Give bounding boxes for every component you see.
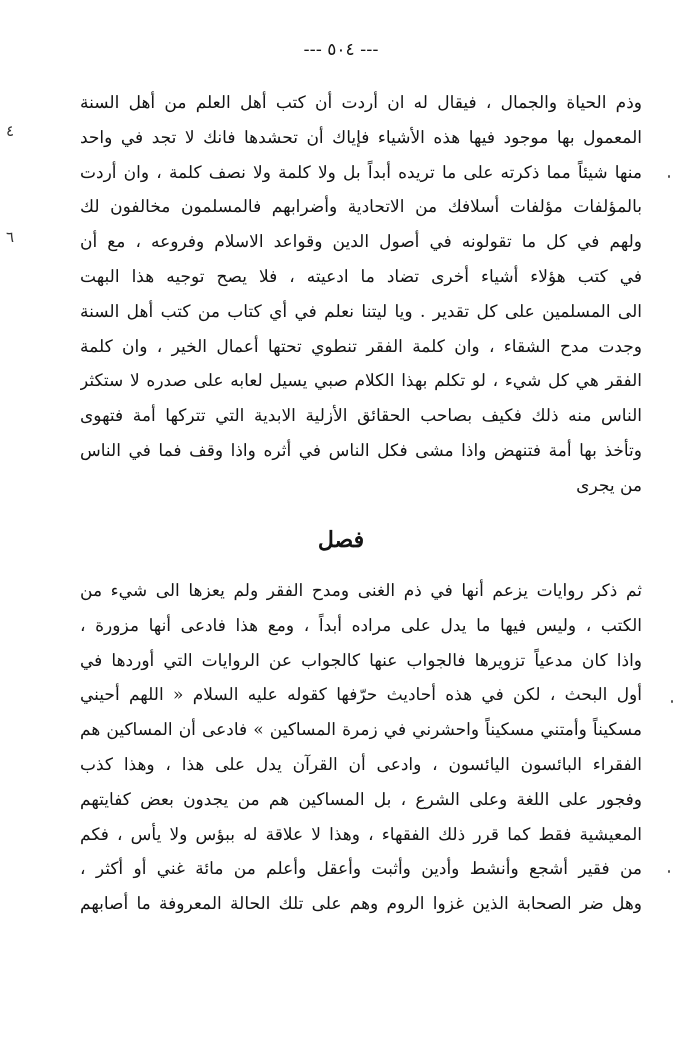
text-line: الفقراء البائسون اليائسون ، وادعى أن القرآن يدل على هذا ، وهذا كذب	[80, 754, 642, 775]
text-line: واذا كان مدعياً تزويرها فالجواب عنها كالجواب عن الروايات التي أوردها في	[80, 650, 642, 671]
text-line: الكتب ، وليس فيها ما يدل على مراده أبداً ، ومع هذا فادعى أنها مزورة ،	[80, 615, 642, 636]
text-line: وهل ضر الصحابة الذين غزوا الروم وهم على تلك الحالة المعروفة ما أصابهم	[80, 894, 642, 915]
text-line: منها شيئاً مما ذكرته على ما تريده أبداً بل ولا كلمة ولا نصف كلمة ، وان أردت	[80, 162, 642, 183]
text-line: وجدت مدح الشقاء ، وان كلمة الفقر تنطوي تحتها أعمال الخير ، وان كلمة	[80, 336, 642, 357]
text-line: وفجور على اللغة وعلى الشرع ، بل المساكين هم من يجدون بعض كفايتهم	[80, 789, 642, 810]
text-line: وتأخذ بها أمة فتنهض واذا مشى فكل الناس في أثره واذا وقف فما في الناس	[80, 440, 642, 461]
scan-speck	[668, 870, 670, 873]
text-line: ولهم في كل ما تقولونه في أصول الدين وقواعد الاسلام وفروعه ، مع أن	[80, 232, 642, 253]
text-line: مسكيناً وأمتني مسكيناً واحشرني في زمرة المساكين » فادعى أن المساكين هم	[80, 720, 642, 741]
paragraph-2	[80, 574, 642, 922]
section-heading: فصل	[317, 527, 365, 553]
scan-speck	[671, 700, 673, 703]
text-line: الفقر هي كل شيء ، لو تكلم بهذا الكلام صبي يسيل لعابه على صدره لا ستكثر	[80, 371, 642, 392]
text-line: الى المسلمين على كل تقدير . ويا ليتنا نعلم في أي كتاب من كتب أهل السنة	[80, 301, 642, 322]
scan-speck	[668, 175, 670, 178]
text-line: من فقير أشجع وأنشط وأدين وأثبت وأعقل وأعلم من مائة غني أو أكثر ،	[80, 859, 642, 880]
margin-note: ٦	[6, 228, 15, 246]
text-line: في كتب هؤلاء أشياء أخرى تضاد ما ادعيته ، فلا يصح توجيه هذا البهت	[80, 266, 642, 287]
margin-note: ٤	[6, 122, 15, 140]
text-line: المعيشية فقط كما قرر ذلك الفقهاء ، وهذا لا علاقة له ببؤس ولا يأس ، فكم	[80, 824, 642, 845]
text-line: وذم الحياة والجمال ، فيقال له ان أردت أن كتب أهل العلم من أهل السنة	[80, 93, 642, 113]
text-line: ثم ذكر روايات يزعم أنها في ذم الغنى ومدح الفقر ولم يعزها الى شيء من	[80, 581, 642, 601]
text-line: من يجرى	[576, 475, 642, 496]
text-line: الناس منه ذلك فكيف بصاحب الحقائق الأزلية الابدية التي تتركها أمة فتهوى	[80, 406, 642, 427]
text-line: أول البحث ، لكن في هذه أحاديث حرّفها كقوله عليه السلام « اللهم أحيني	[80, 685, 642, 706]
page-number: --- ٥٠٤ ---	[303, 40, 379, 60]
text-line: بالمؤلفات مؤلفات أسلافك من الاتحادية وأضرابهم فالمسلمون مخالفون لك	[80, 197, 642, 218]
text-line: المعمول بها موجود فيها هذه الأشياء فإياك أن تحشدها فانك لا تجد في واحد	[80, 127, 642, 148]
paragraph-1	[80, 86, 642, 504]
